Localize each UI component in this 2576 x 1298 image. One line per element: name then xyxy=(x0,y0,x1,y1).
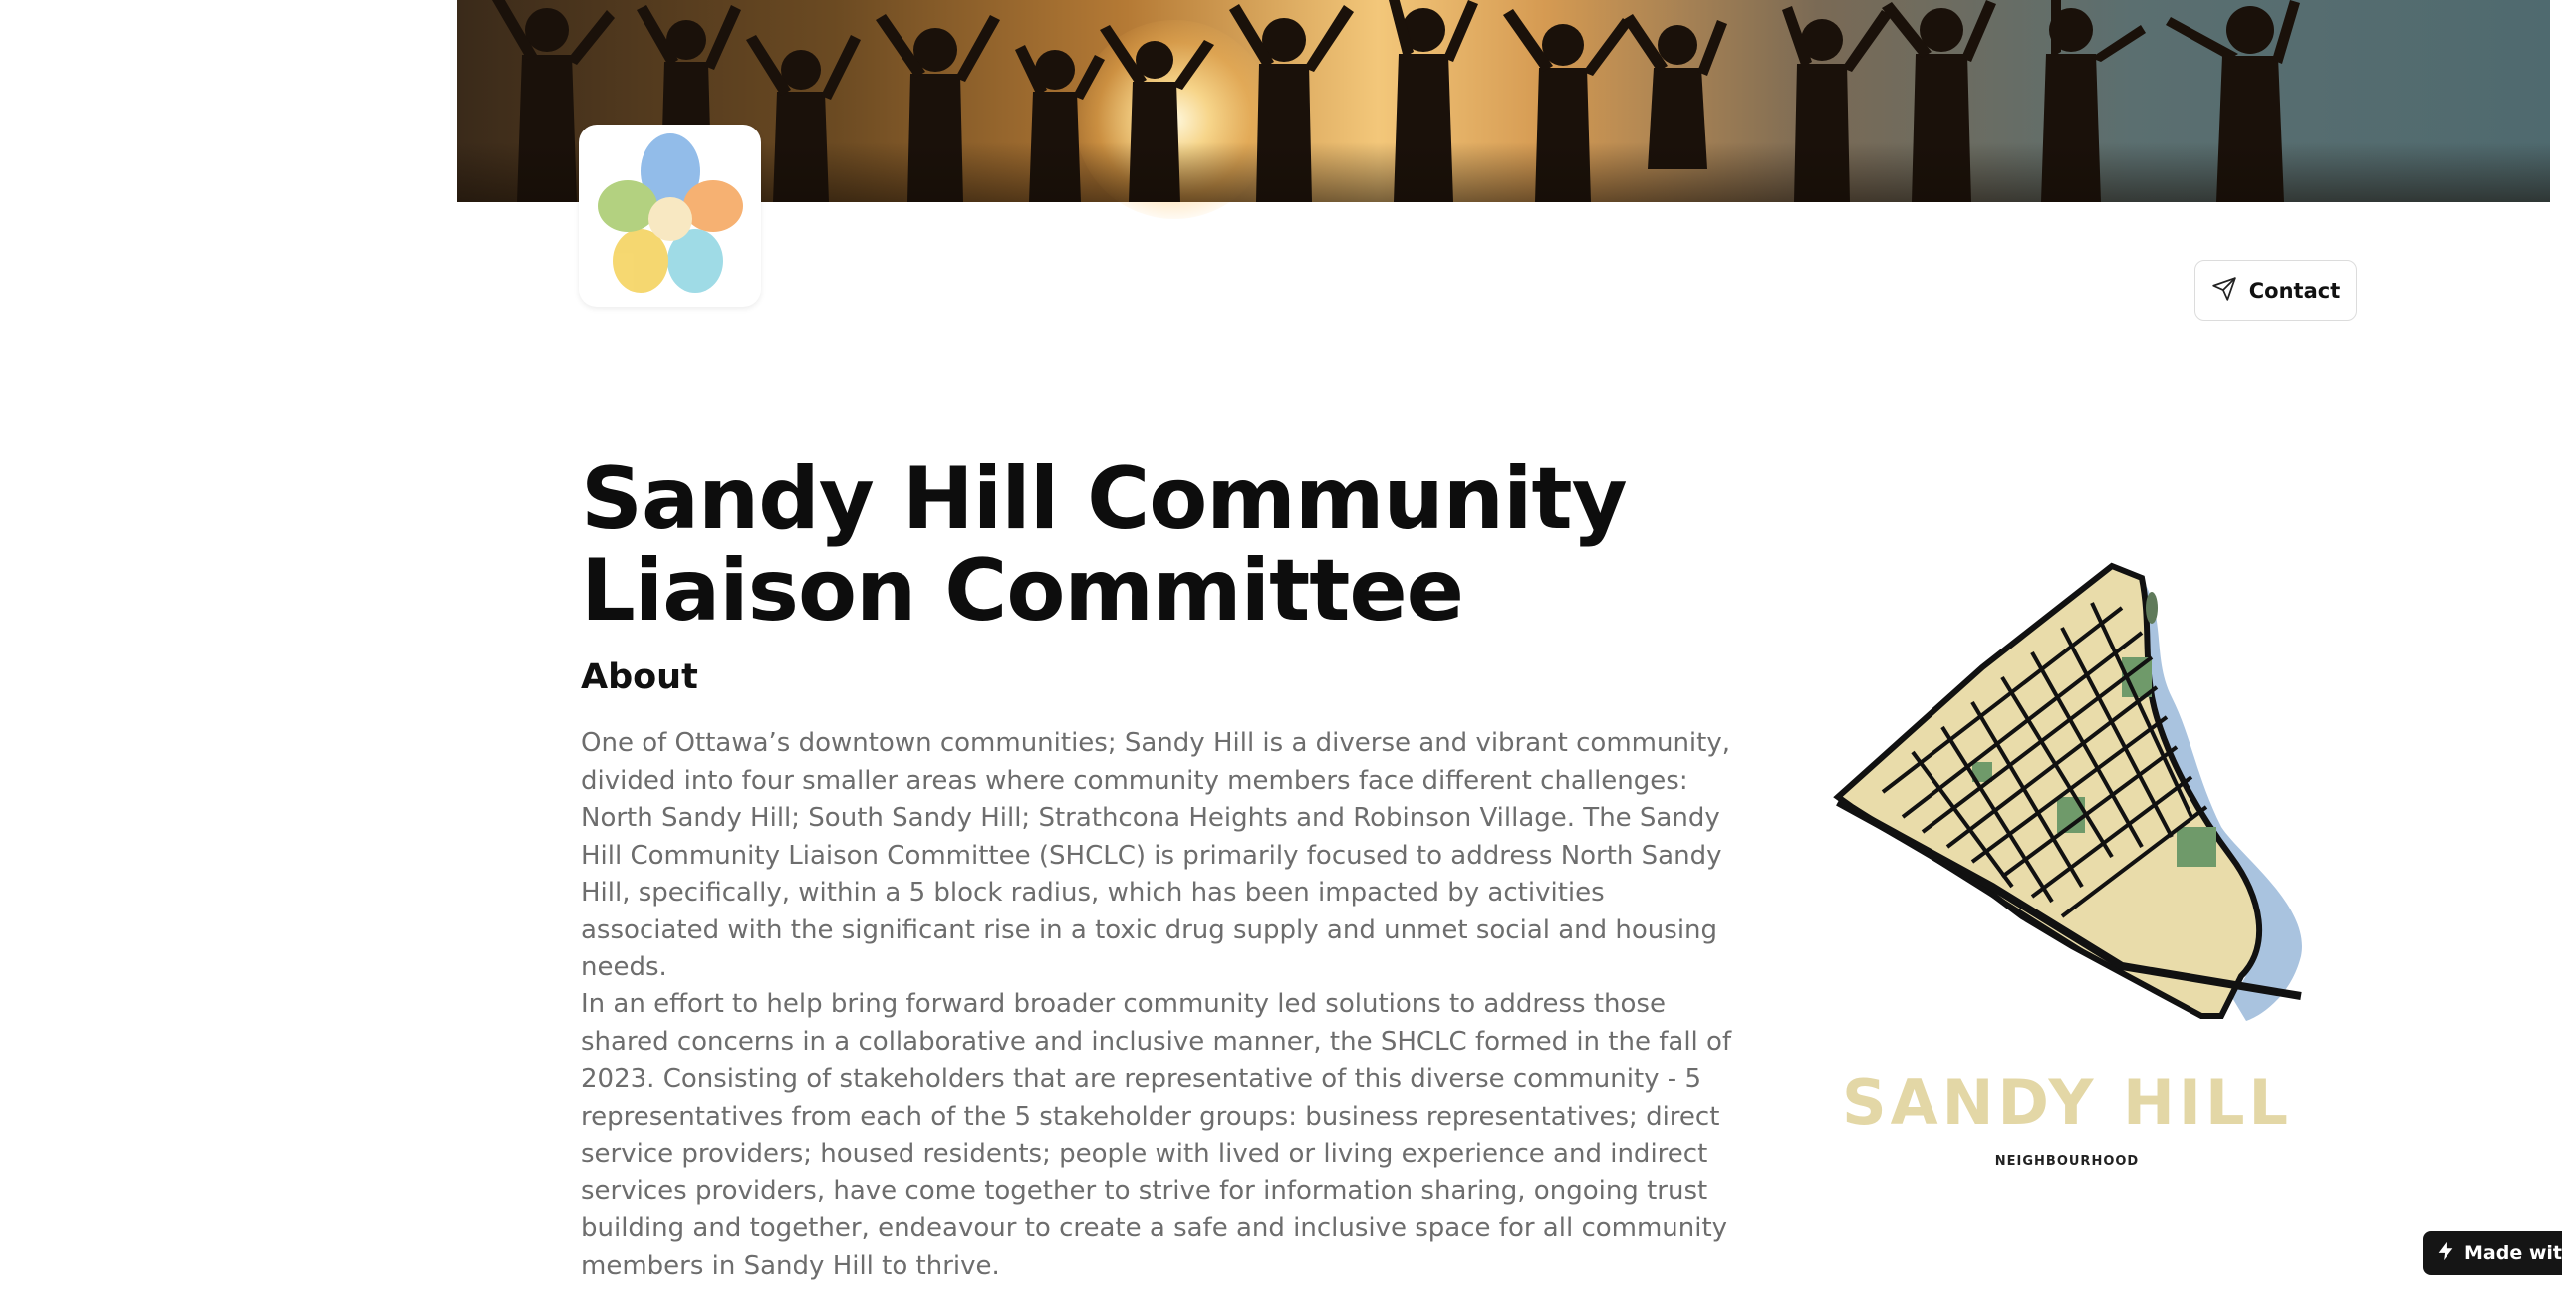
made-with-label: Made with xyxy=(2464,1242,2576,1264)
cover-image xyxy=(457,0,2550,202)
about-paragraph-1: One of Ottawa’s downtown communities; Sandy Hill is a diverse and vibrant community, divided into four smaller areas where community members face different challenges: North Sandy Hill; South Sandy Hill; Strathcona Heights and Robinson Village. The Sandy Hill Community Liaison Committee (SHCLC) is primarily focused to address North Sandy Hill, specifically, within a 5 block radius, which has been impacted by activities associated with the significant rise in a toxic drug supply and unmet social and housing needs. xyxy=(581,728,1731,982)
hands-logo-icon xyxy=(596,131,745,301)
park-shape xyxy=(2177,827,2216,867)
lightning-icon xyxy=(2435,1240,2456,1267)
neighbourhood-map xyxy=(1823,558,2321,1036)
about-paragraph-2: In an effort to help bring forward broader community led solutions to address those shared concerns in a collaborative and inclusive manner, the SHCLC formed in the fall of 2023. Consisting of stakeholders that are representative of this diverse community - 5 representatives from each of the 5 stakeholder groups: business representatives; direct service providers; housed residents; people with lived or living experience and indirect services providers, have come together to strive for information sharing, ongoing trust building and together, endeavour to create a safe and inclusive space for all community members in Sandy Hill to thrive. xyxy=(581,989,1732,1281)
about-heading: About xyxy=(581,657,698,697)
map-title: SANDY HILL xyxy=(1842,1066,2292,1139)
organization-logo xyxy=(579,125,761,307)
page-title: Sandy Hill Community Liaison Committee xyxy=(581,449,1627,641)
send-icon xyxy=(2211,276,2237,306)
map-subtitle: NEIGHBOURHOOD xyxy=(1994,1154,2140,1168)
made-with-badge[interactable] xyxy=(2423,1231,2576,1275)
contact-label: Contact xyxy=(2248,278,2341,303)
contact-button[interactable] xyxy=(2194,260,2357,321)
pond-shape xyxy=(2146,592,2158,624)
left-margin xyxy=(0,0,457,1298)
